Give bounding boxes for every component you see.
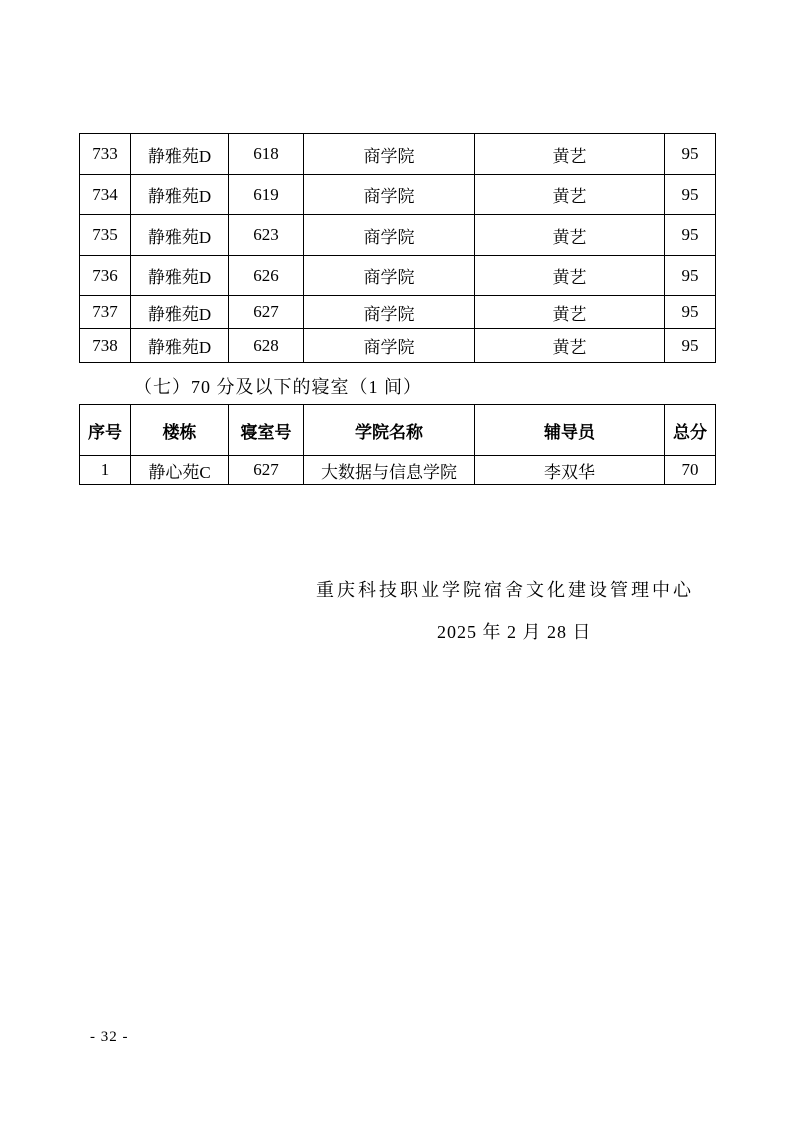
cell-score: 95 [665,134,716,175]
dorm-score-table-continued [79,133,716,363]
cell-counselor: 黄艺 [475,175,665,215]
cell-seq: 733 [80,134,131,175]
cell-score: 95 [665,215,716,256]
cell-room: 626 [229,256,304,296]
cell-counselor: 黄艺 [475,215,665,256]
cell-score: 95 [665,296,716,329]
cell-counselor: 黄艺 [475,329,665,363]
header-building: 楼栋 [131,405,229,456]
dorm-score-table-below-70 [79,404,716,485]
table-row [80,215,716,256]
cell-building: 静雅苑D [131,296,229,329]
cell-score: 95 [665,175,716,215]
cell-seq: 735 [80,215,131,256]
cell-college: 商学院 [304,134,475,175]
table-row [80,329,716,363]
header-college: 学院名称 [304,405,475,456]
cell-seq: 736 [80,256,131,296]
cell-college: 商学院 [304,256,475,296]
cell-building: 静雅苑D [131,134,229,175]
cell-building: 静雅苑D [131,215,229,256]
issuing-organization: 重庆科技职业学院宿舍文化建设管理中心 [316,580,694,600]
cell-counselor: 李双华 [475,456,665,485]
cell-room: 627 [229,296,304,329]
cell-room: 623 [229,215,304,256]
page-number: - 32 - [90,1029,129,1045]
header-score: 总分 [665,405,716,456]
cell-building: 静雅苑D [131,256,229,296]
cell-score: 95 [665,329,716,363]
table-header-row [80,405,716,456]
table-row [80,296,716,329]
cell-building: 静心苑C [131,456,229,485]
cell-seq: 738 [80,329,131,363]
cell-counselor: 黄艺 [475,256,665,296]
cell-room: 619 [229,175,304,215]
cell-building: 静雅苑D [131,329,229,363]
cell-college: 商学院 [304,329,475,363]
cell-building: 静雅苑D [131,175,229,215]
issue-date: 2025 年 2 月 28 日 [437,622,592,642]
cell-counselor: 黄艺 [475,296,665,329]
table-row [80,175,716,215]
cell-room: 618 [229,134,304,175]
cell-college: 商学院 [304,296,475,329]
cell-seq: 734 [80,175,131,215]
cell-seq: 1 [80,456,131,485]
table-row [80,456,716,485]
header-room: 寝室号 [229,405,304,456]
cell-counselor: 黄艺 [475,134,665,175]
cell-score: 95 [665,256,716,296]
cell-college: 商学院 [304,215,475,256]
cell-room: 627 [229,456,304,485]
cell-room: 628 [229,329,304,363]
cell-score: 70 [665,456,716,485]
header-counselor: 辅导员 [475,405,665,456]
section-heading-below-70: （七）70 分及以下的寝室（1 间） [134,377,422,397]
cell-college: 商学院 [304,175,475,215]
table-row [80,256,716,296]
table-row [80,134,716,175]
header-seq: 序号 [80,405,131,456]
cell-college: 大数据与信息学院 [304,456,475,485]
cell-seq: 737 [80,296,131,329]
